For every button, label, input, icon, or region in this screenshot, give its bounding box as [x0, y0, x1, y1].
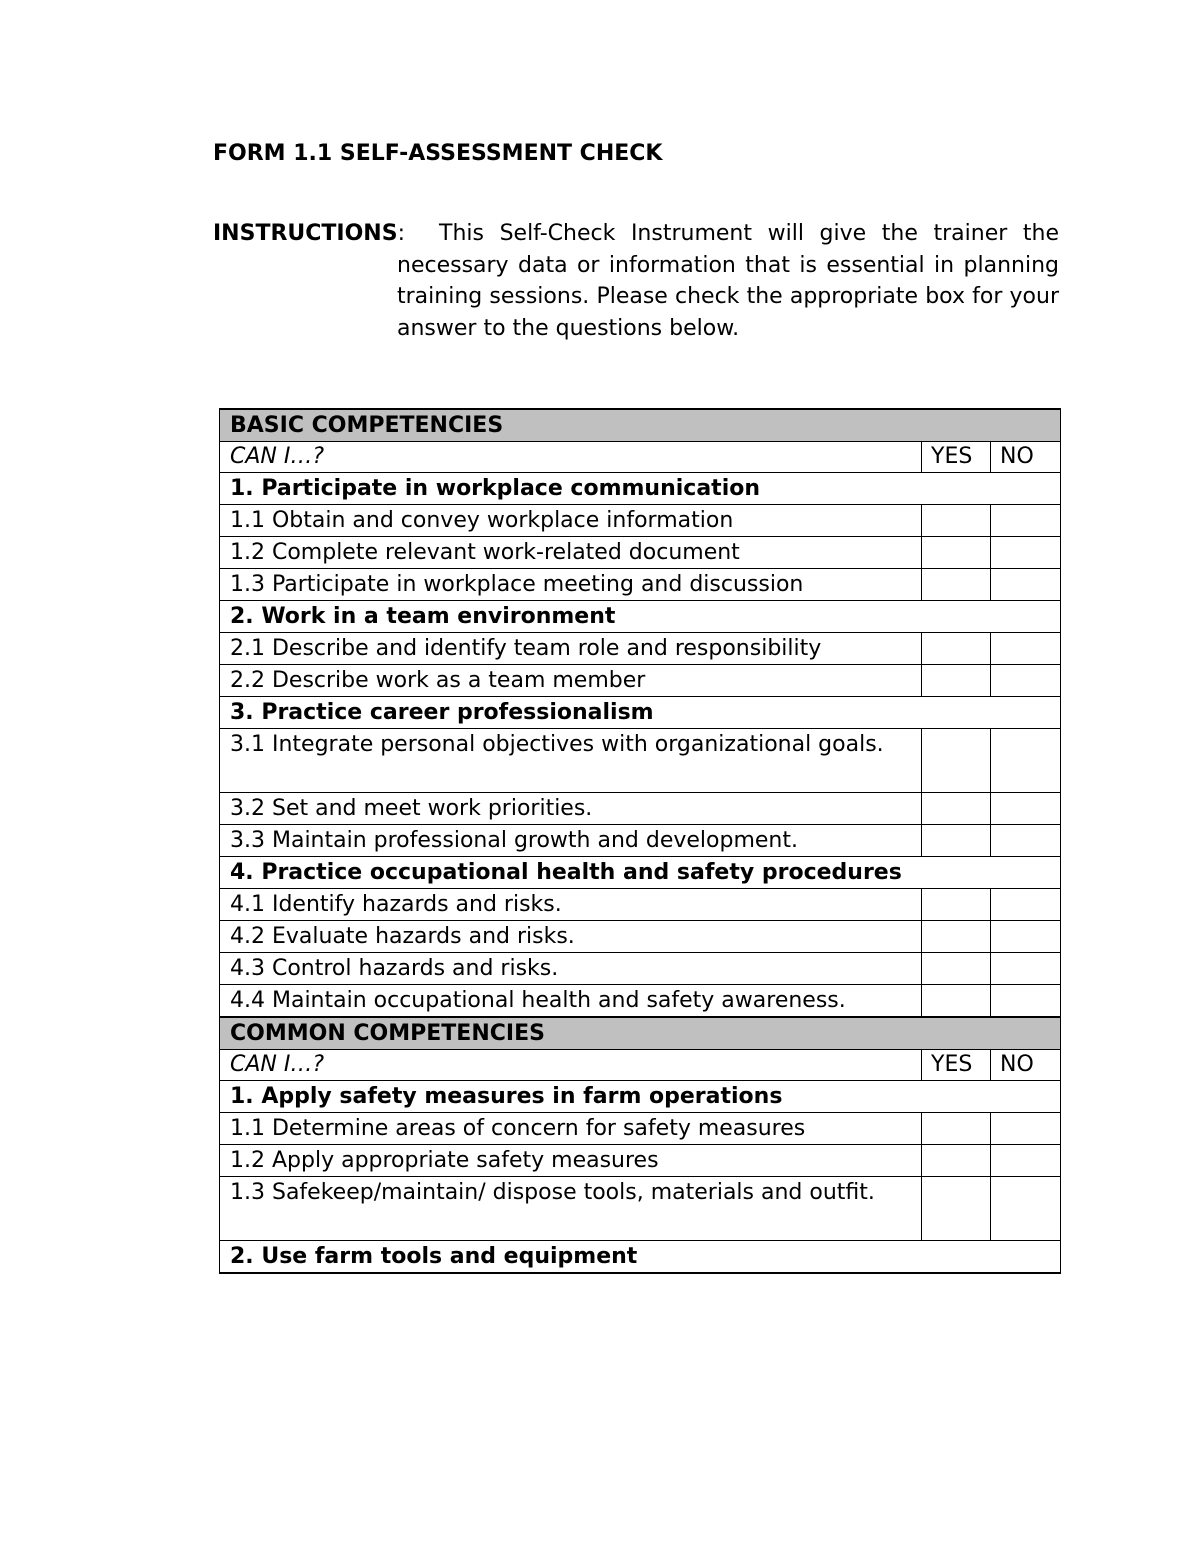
competency-item-text: 4.1 Identify hazards and risks. — [220, 889, 922, 921]
yes-checkbox-cell[interactable] — [922, 1113, 991, 1145]
yes-checkbox-cell[interactable] — [922, 729, 991, 793]
section-heading-row — [220, 1017, 1061, 1050]
competency-unit-row — [220, 473, 1061, 505]
instructions-label — [213, 218, 405, 250]
competency-item-text: 1.2 Apply appropriate safety measures — [220, 1145, 922, 1177]
competency-item-row — [220, 665, 1061, 697]
competency-unit-row — [220, 697, 1061, 729]
competency-item-text: 3.2 Set and meet work priorities. — [220, 793, 922, 825]
yes-checkbox-cell[interactable] — [922, 1145, 991, 1177]
competency-item-text: 1.1 Determine areas of concern for safety measures — [220, 1113, 922, 1145]
competency-item-text: 2.2 Describe work as a team member — [220, 665, 922, 697]
competency-item-text: 3.3 Maintain professional growth and development. — [220, 825, 922, 857]
competency-item-row — [220, 985, 1061, 1018]
no-checkbox-cell[interactable] — [991, 1177, 1061, 1241]
can-i-label: CAN I…? — [220, 1050, 922, 1081]
self-assessment-table-body — [220, 409, 1061, 1273]
self-assessment-table — [219, 408, 1061, 1274]
instructions-label-text: INSTRUCTIONS — [213, 221, 398, 246]
yes-checkbox-cell[interactable] — [922, 921, 991, 953]
yes-checkbox-cell[interactable] — [922, 569, 991, 601]
yes-checkbox-cell[interactable] — [922, 793, 991, 825]
competency-item-text: 1.2 Complete relevant work-related document — [220, 537, 922, 569]
competency-item-row — [220, 1113, 1061, 1145]
no-checkbox-cell[interactable] — [991, 985, 1061, 1018]
no-checkbox-cell[interactable] — [991, 889, 1061, 921]
yes-checkbox-cell[interactable] — [922, 889, 991, 921]
no-checkbox-cell[interactable] — [991, 729, 1061, 793]
section-heading: COMMON COMPETENCIES — [220, 1017, 1061, 1050]
no-checkbox-cell[interactable] — [991, 1113, 1061, 1145]
competency-unit-title: 1. Participate in workplace communication — [220, 473, 1061, 505]
can-i-label: CAN I…? — [220, 442, 922, 473]
competency-item-row — [220, 1177, 1061, 1241]
competency-item-row — [220, 505, 1061, 537]
yes-checkbox-cell[interactable] — [922, 665, 991, 697]
form-title: FORM 1.1 SELF-ASSESSMENT CHECK — [213, 141, 663, 166]
competency-item-row — [220, 1145, 1061, 1177]
no-column-header: NO — [991, 442, 1061, 473]
section-heading: BASIC COMPETENCIES — [220, 409, 1061, 442]
no-checkbox-cell[interactable] — [991, 665, 1061, 697]
competency-unit-title: 3. Practice career professionalism — [220, 697, 1061, 729]
competency-item-row — [220, 537, 1061, 569]
instructions-text: This Self-Check Instrument will give the trainer the necessary data or information that is essential in planning training sessions. Please check the appropriate box for your answer to the questions below. — [397, 221, 1059, 341]
competency-unit-row — [220, 857, 1061, 889]
no-checkbox-cell[interactable] — [991, 569, 1061, 601]
competency-item-text: 1.3 Participate in workplace meeting and discussion — [220, 569, 922, 601]
competency-item-text: 4.2 Evaluate hazards and risks. — [220, 921, 922, 953]
competency-item-row — [220, 889, 1061, 921]
no-checkbox-cell[interactable] — [991, 793, 1061, 825]
instructions-block — [213, 218, 1059, 344]
no-checkbox-cell[interactable] — [991, 1145, 1061, 1177]
competency-item-text: 1.3 Safekeep/maintain/ dispose tools, materials and outfit. — [220, 1177, 922, 1241]
no-checkbox-cell[interactable] — [991, 505, 1061, 537]
competency-unit-title: 2. Use farm tools and equipment — [220, 1241, 1061, 1274]
yes-checkbox-cell[interactable] — [922, 537, 991, 569]
yes-checkbox-cell[interactable] — [922, 633, 991, 665]
competency-unit-row — [220, 601, 1061, 633]
section-heading-row — [220, 409, 1061, 442]
yes-checkbox-cell[interactable] — [922, 1177, 991, 1241]
yes-checkbox-cell[interactable] — [922, 825, 991, 857]
yes-column-header: YES — [922, 442, 991, 473]
no-column-header: NO — [991, 1050, 1061, 1081]
question-header-row — [220, 442, 1061, 473]
yes-checkbox-cell[interactable] — [922, 985, 991, 1018]
no-checkbox-cell[interactable] — [991, 953, 1061, 985]
competency-unit-title: 4. Practice occupational health and safety procedures — [220, 857, 1061, 889]
no-checkbox-cell[interactable] — [991, 825, 1061, 857]
competency-item-text: 4.4 Maintain occupational health and safety awareness. — [220, 985, 922, 1018]
competency-item-row — [220, 921, 1061, 953]
competency-unit-title: 2. Work in a team environment — [220, 601, 1061, 633]
competency-item-row — [220, 729, 1061, 793]
yes-checkbox-cell[interactable] — [922, 953, 991, 985]
competency-item-row — [220, 633, 1061, 665]
competency-item-text: 1.1 Obtain and convey workplace information — [220, 505, 922, 537]
competency-unit-row — [220, 1081, 1061, 1113]
competency-item-text: 3.1 Integrate personal objectives with organizational goals. — [220, 729, 922, 793]
yes-column-header: YES — [922, 1050, 991, 1081]
competency-item-row — [220, 793, 1061, 825]
no-checkbox-cell[interactable] — [991, 921, 1061, 953]
question-header-row — [220, 1050, 1061, 1081]
competency-unit-row — [220, 1241, 1061, 1274]
instructions-colon: : — [397, 221, 405, 246]
competency-item-row — [220, 825, 1061, 857]
competency-unit-title: 1. Apply safety measures in farm operations — [220, 1081, 1061, 1113]
competency-item-text: 4.3 Control hazards and risks. — [220, 953, 922, 985]
competency-item-row — [220, 569, 1061, 601]
yes-checkbox-cell[interactable] — [922, 505, 991, 537]
competency-item-text: 2.1 Describe and identify team role and responsibility — [220, 633, 922, 665]
no-checkbox-cell[interactable] — [991, 537, 1061, 569]
competency-item-row — [220, 953, 1061, 985]
no-checkbox-cell[interactable] — [991, 633, 1061, 665]
